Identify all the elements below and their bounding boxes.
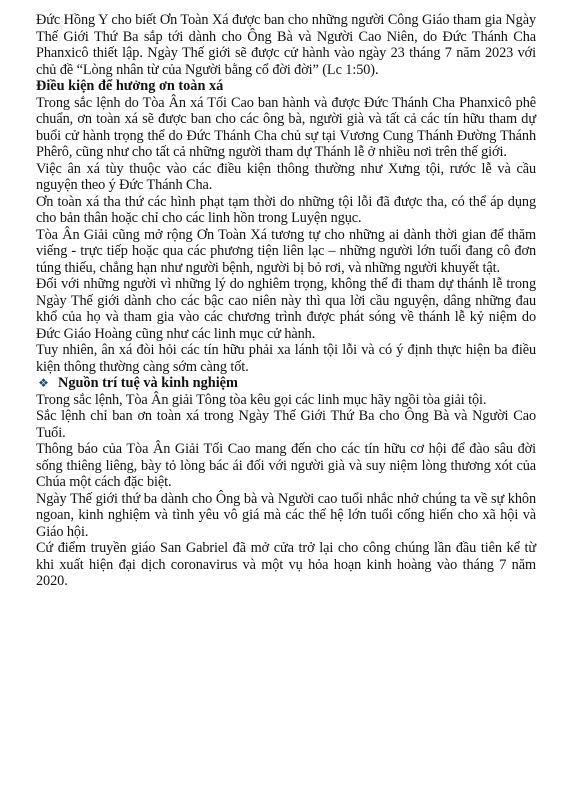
- body-paragraph: Thông báo của Tòa Ân Giải Tối Cao mang đến cho các tín hữu cơ hội để đào sâu đời sống thiêng liêng, bày tỏ lòng bác ái đối với người già và suy niệm lòng thương xót của Chúa một cách đặc biệt.: [36, 441, 536, 490]
- section-heading-indulgence-conditions: Điều kiện để hưởng ơn toàn xá: [36, 78, 224, 94]
- diamond-bullet-icon: ❖: [38, 375, 49, 390]
- intro-paragraph: Đức Hồng Y cho biết Ơn Toàn Xá được ban cho những người Công Giáo tham gia Ngày Thế Giới Thứ Ba sắp tới dành cho Ông Bà và Người Cao Niên, do Đức Thánh Cha Phanxicô thiết lập. Ngày Thế giới sẽ được cử hành vào ngày 23 tháng 7 năm 2023 với chủ đề “Lòng nhân từ của Người bằng cổ đời đời” (Lc 1:50).: [36, 12, 536, 78]
- body-paragraph: Sắc lệnh chỉ ban ơn toàn xá trong Ngày Thế Giới Thứ Ba cho Ông Bà và Người Cao Tuổi.: [36, 408, 536, 441]
- document-page: [36, 12, 536, 590]
- body-paragraph: Đối với những người vì những lý do nghiêm trọng, không thể đi tham dự thánh lễ trong Ngày Thế giới dành cho các bậc cao niên này thì qua lời cầu nguyện, dâng những đau khổ của họ và tham gia vào các chương trình được phát sóng về thánh lễ kỷ niệm do Đức Giáo Hoàng cũng như các linh mục cử hành.: [36, 276, 536, 342]
- body-paragraph: Tòa Ân Giải cũng mở rộng Ơn Toàn Xá tương tự cho những ai dành thời gian để thăm viếng - trực tiếp hoặc qua các phương tiện liên lạc – những người lớn tuổi đang cô đơn túng thiếu, chẳng hạn như người bệnh, người bị bỏ rơi, và những người khuyết tật.: [36, 226, 536, 276]
- section-heading-wisdom-experience: [36, 375, 536, 392]
- body-paragraph: Việc ân xá tùy thuộc vào các điều kiện thông thường như Xưng tội, rước lễ và cầu nguyện theo ý Đức Thánh Cha.: [36, 160, 536, 193]
- body-paragraph: Trong sắc lệnh do Tòa Ân xá Tối Cao ban hành và được Đức Thánh Cha Phanxicô phê chuẩn, ơn toàn xá sẽ được ban cho các ông bà, người già và tất cả các tín hữu tham dự buổi cử hành trọng thể do Đức Thánh Cha chủ sự tại Vương Cung Thánh Đường Thánh Phêrô, cũng như cho tất cả những người tham dự Thánh lễ ở nhiều nơi trên thế giới.: [36, 94, 536, 160]
- body-paragraph: Cứ điểm truyền giáo San Gabriel đã mở cửa trở lại cho công chúng lần đầu tiên kể từ khi xuất hiện đại dịch coronavirus và một vụ hỏa hoạn kinh hoàng vào tháng 7 năm 2020.: [36, 540, 536, 589]
- body-paragraph: Ngày Thế giới thứ ba dành cho Ông bà và Người cao tuổi nhắc nhở chúng ta về sự khôn ngoan, kinh nghiệm và tình yêu vô giá mà các thế hệ lớn tuổi cống hiến cho xã hội và Giáo hội.: [36, 490, 536, 540]
- body-paragraph: Tuy nhiên, ân xá đòi hỏi các tín hữu phải xa lánh tội lỗi và có ý định thực hiện ba điều kiện thông thường càng sớm càng tốt.: [36, 342, 536, 375]
- body-paragraph: Ơn toàn xá tha thứ các hình phạt tạm thời do những tội lỗi đã được tha, có thể áp dụng cho bản thân hoặc chỉ cho các linh hồn trong Luyện ngục.: [36, 193, 536, 226]
- body-paragraph: Trong sắc lệnh, Tòa Ân giải Tông tòa kêu gọi các linh mục hãy ngồi tòa giải tội.: [36, 391, 487, 408]
- section-heading-label: Nguồn trí tuệ và kinh nghiệm: [58, 375, 238, 391]
